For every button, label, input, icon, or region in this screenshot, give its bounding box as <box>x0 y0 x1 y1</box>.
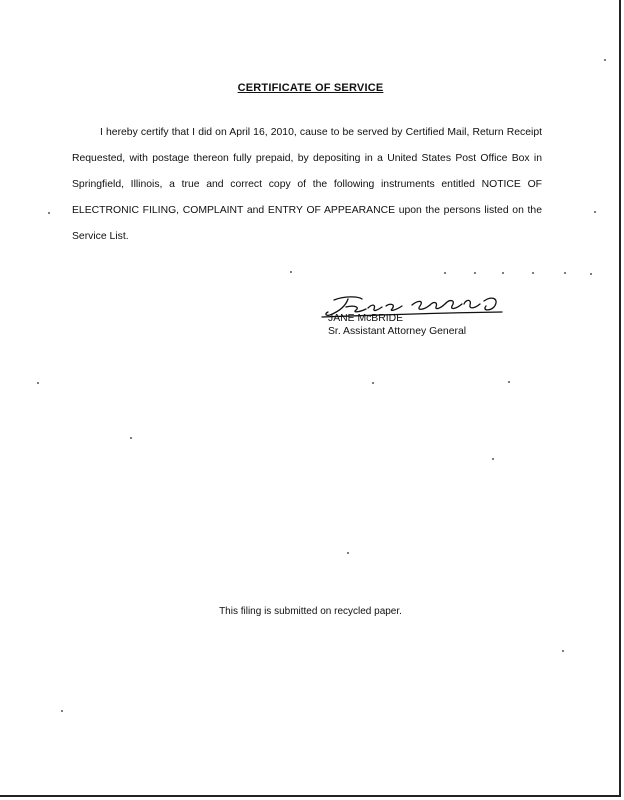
recycled-paper-note: This filing is submitted on recycled paper. <box>219 606 402 617</box>
signer-name: JANE McBRIDE <box>328 313 404 324</box>
signer-title: Sr. Assistant Attorney General <box>328 326 467 337</box>
certificate-title: CERTIFICATE OF SERVICE <box>237 82 384 94</box>
certificate-body: I hereby certify that I did on April 16, 2010, cause to be served by Certified Mail, Return Receipt Requested, with postage thereon fully prepaid, by depositing in a United States Post Office Box in Springfield, Illinois, a true and correct copy of the following instruments entitled NOTICE OF ELECTRONIC FILING, COMPLAINT and ENTRY OF APPEARANCE upon the persons listed on the Service List. <box>72 127 542 242</box>
